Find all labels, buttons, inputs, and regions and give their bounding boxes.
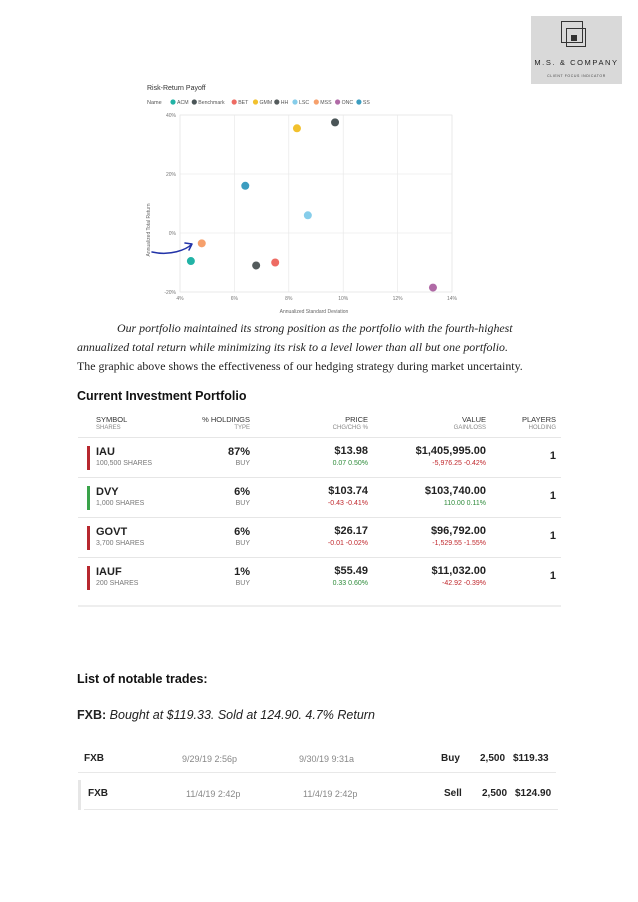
trade-row[interactable] — [84, 781, 558, 807]
legend-marker — [192, 99, 197, 104]
portfolio-table — [78, 410, 561, 607]
trade-symbol: FXB — [84, 753, 104, 764]
x-tick-label: 6% — [230, 296, 239, 302]
row-price-change: -0.43 -0.41% — [327, 500, 368, 507]
legend-label: LSC — [299, 100, 310, 106]
row-status-bar — [87, 486, 90, 510]
chart-title: Risk-Return Payoff — [147, 85, 206, 92]
paragraph-line-3: The graphic above shows the effectiveness of our hedging strategy during market uncertainty. — [77, 359, 523, 373]
trade-action: Sell — [444, 788, 462, 799]
data-point-lsc — [304, 211, 312, 219]
trade-price: $119.33 — [513, 753, 549, 764]
x-tick-label: 8% — [285, 296, 293, 302]
table-row[interactable] — [78, 437, 561, 478]
row-holdings: 6% — [234, 526, 250, 538]
legend-marker — [356, 99, 361, 104]
row-value: $11,032.00 — [431, 565, 486, 577]
logo-square-fill — [571, 35, 577, 41]
legend-marker — [274, 99, 279, 104]
row-type: BUY — [235, 500, 250, 507]
table-bottom-border — [78, 605, 561, 607]
row-shares: 3,700 SHARES — [96, 540, 145, 547]
fxb-summary-line — [77, 708, 375, 722]
row-gain-loss: -1,529.55 -1.55% — [432, 540, 486, 547]
chart-legend — [170, 99, 370, 106]
header-symbol: SYMBOL SHARES — [96, 415, 128, 431]
trade-date-open: 11/4/19 2:42p — [186, 789, 241, 799]
chart-points — [187, 118, 437, 291]
chart-grid — [180, 115, 452, 292]
legend-label: SS — [362, 100, 370, 106]
trade-divider — [84, 809, 558, 810]
row-price-change: -0.01 -0.02% — [327, 540, 368, 547]
paragraph-line-2: annualized total return while minimizing its risk to a level lower than all but one portfolio. — [77, 340, 508, 354]
data-point-bet — [271, 259, 279, 267]
row-shares: 200 SHARES — [96, 580, 139, 587]
row-type: BUY — [235, 540, 250, 547]
row-price-change: 0.33 0.60% — [332, 580, 368, 587]
x-axis-label: Annualized Standard Deviation — [279, 309, 349, 315]
legend-label: MSS — [320, 100, 332, 106]
row-gain-loss: -42.92 -0.39% — [442, 580, 486, 587]
trade-date-close: 9/30/19 9:31a — [299, 754, 355, 764]
row-status-bar — [87, 566, 90, 590]
row-shares: 1,000 SHARES — [96, 500, 145, 507]
y-tick-label: 20% — [165, 172, 176, 178]
data-point-ss — [241, 182, 249, 190]
row-shares: 100,500 SHARES — [96, 460, 153, 467]
x-tick-label: 12% — [392, 296, 403, 302]
row-players: 1 — [549, 570, 556, 582]
row-price: $103.74 — [328, 485, 368, 497]
legend-label: BET — [238, 100, 249, 106]
fxb-symbol-label: FXB: — [77, 708, 107, 722]
data-point-benchmark — [331, 118, 339, 126]
row-status-bar — [87, 526, 90, 550]
x-tick-label: 4% — [176, 296, 184, 302]
data-point-acm — [187, 257, 195, 265]
paragraph-line-1: Our portfolio maintained its strong position as the portfolio with the fourth-highest — [117, 321, 513, 335]
y-tick-label: 0% — [168, 231, 176, 237]
legend-marker — [170, 99, 175, 104]
logo-tagline: CLIENT FOCUS INDICATOR — [547, 74, 606, 78]
trade-symbol: FXB — [88, 788, 108, 799]
data-point-hh — [252, 261, 260, 269]
data-point-mss — [198, 239, 206, 247]
hand-drawn-arrow — [152, 243, 192, 253]
row-price: $55.49 — [334, 565, 368, 577]
trade-row[interactable] — [78, 746, 556, 772]
legend-label: ONC — [341, 100, 354, 106]
legend-marker — [253, 99, 258, 104]
portfolio-heading: Current Investment Portfolio — [77, 389, 247, 403]
legend-label: GMM — [259, 100, 273, 106]
row-gain-loss: 110.00 0.11% — [443, 500, 486, 507]
legend-marker — [314, 99, 319, 104]
row-symbol: GOVT — [96, 526, 128, 538]
header-value: VALUE GAIN/LOSS — [453, 415, 486, 431]
table-row[interactable] — [78, 477, 561, 518]
company-logo — [531, 16, 622, 84]
legend-marker — [232, 99, 237, 104]
x-tick-label: 10% — [338, 296, 349, 302]
row-players: 1 — [549, 450, 556, 462]
trade-action: Buy — [441, 753, 460, 764]
trade-row-marker — [78, 780, 81, 810]
legend-label: HH — [280, 100, 289, 106]
y-axis-ticks — [164, 113, 176, 296]
x-tick-label: 14% — [446, 296, 458, 302]
trade-divider — [78, 772, 556, 773]
summary-paragraph — [77, 319, 567, 376]
y-tick-label: 40% — [165, 113, 176, 119]
row-status-bar — [87, 446, 90, 470]
data-point-onc — [429, 284, 437, 292]
risk-return-chart — [140, 78, 460, 318]
row-price: $13.98 — [334, 445, 368, 457]
legend-label: ACM — [177, 100, 189, 106]
legend-marker — [292, 99, 297, 104]
row-holdings: 6% — [234, 486, 250, 498]
row-price-change: 0.07 0.50% — [332, 460, 368, 467]
legend-marker — [335, 99, 340, 104]
plot-frame — [180, 115, 452, 292]
row-players: 1 — [549, 490, 556, 502]
row-holdings: 87% — [227, 446, 250, 458]
row-symbol: IAUF — [96, 566, 122, 578]
fxb-summary-text: Bought at $119.33. Sold at 124.90. 4.7% Return — [109, 708, 375, 722]
y-axis-label: Annualized Total Return — [146, 203, 152, 257]
data-point-gmm — [293, 124, 301, 132]
row-symbol: DVY — [96, 486, 119, 498]
header-price: PRICE CHG/CHG % — [332, 415, 368, 431]
trades-heading: List of notable trades: — [77, 672, 208, 686]
y-tick-label: -20% — [164, 290, 176, 296]
table-row[interactable] — [78, 517, 561, 558]
row-type: BUY — [235, 580, 250, 587]
x-axis-ticks — [176, 296, 457, 302]
row-value: $96,792.00 — [430, 525, 486, 537]
trade-price: $124.90 — [515, 788, 552, 799]
table-row[interactable] — [78, 557, 561, 598]
row-type: BUY — [235, 460, 250, 467]
trade-quantity: 2,500 — [480, 753, 506, 764]
row-price: $26.17 — [334, 525, 368, 537]
trade-date-close: 11/4/19 2:42p — [303, 789, 358, 799]
header-holdings: % HOLDINGS TYPE — [202, 415, 250, 431]
row-gain-loss: -5,976.25 -0.42% — [432, 460, 486, 467]
row-value: $1,405,995.00 — [415, 445, 486, 457]
header-players: PLAYERS HOLDING — [521, 415, 556, 431]
legend-title: Name — [147, 100, 162, 106]
row-value: $103,740.00 — [424, 485, 486, 497]
row-players: 1 — [549, 530, 556, 542]
row-holdings: 1% — [234, 566, 250, 578]
trade-quantity: 2,500 — [482, 788, 508, 799]
row-symbol: IAU — [96, 446, 115, 458]
trade-date-open: 9/29/19 2:56p — [182, 754, 238, 764]
logo-company-name: M.S. & COMPANY — [534, 58, 619, 67]
legend-label: Benchmark — [198, 100, 225, 106]
